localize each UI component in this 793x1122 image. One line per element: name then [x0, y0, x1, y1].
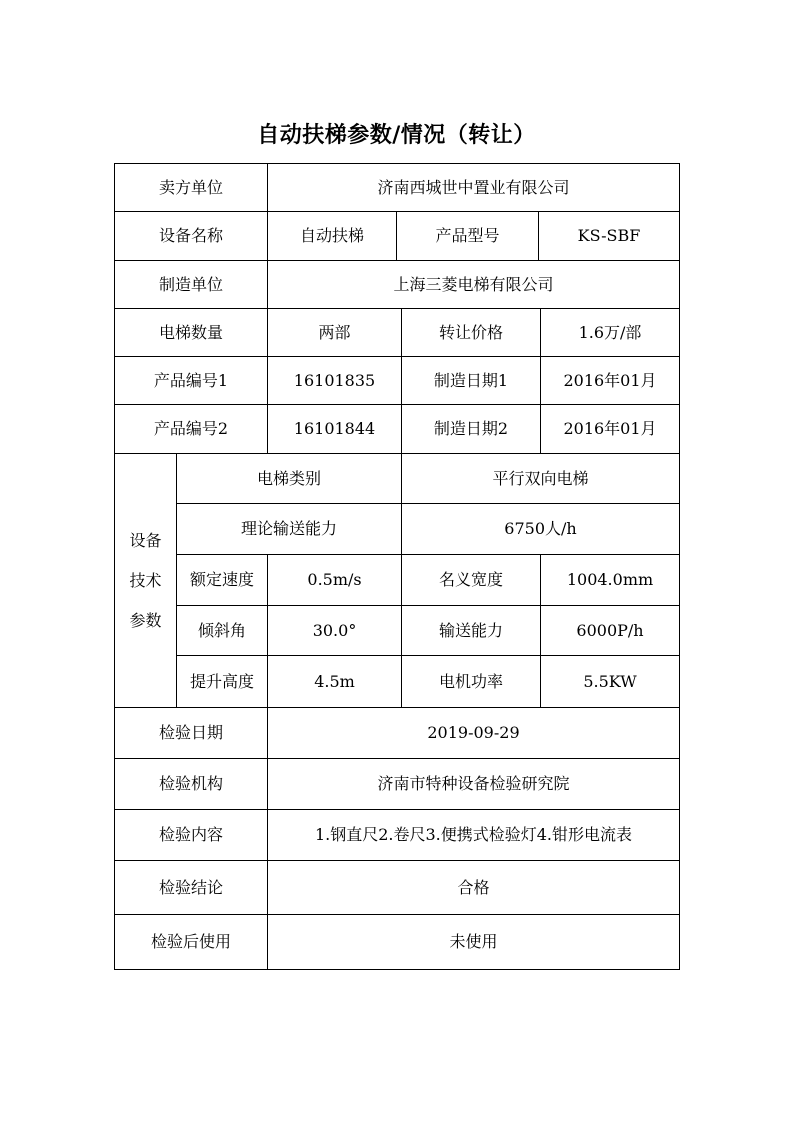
manufacturer-value: 上海三菱电梯有限公司	[267, 260, 680, 309]
product-no-1-label: 产品编号1	[114, 356, 268, 405]
manufacture-date-2-label: 制造日期2	[401, 404, 541, 454]
inspection-content-value: 1.钢直尺2.卷尺3.便携式检验灯4.钳形电流表	[267, 809, 680, 861]
lift-height-label: 提升高度	[176, 655, 268, 708]
inspection-date-label: 检验日期	[114, 707, 268, 759]
tech-params-label-line: 技术	[129, 570, 162, 590]
inspection-org-label: 检验机构	[114, 758, 268, 810]
seller-label: 卖方单位	[114, 163, 268, 212]
document-title: 自动扶梯参数/情况（转让）	[257, 123, 536, 148]
seller-value: 济南西城世中置业有限公司	[267, 163, 680, 212]
elevator-type-value: 平行双向电梯	[401, 453, 680, 504]
product-model-value: KS-SBF	[538, 211, 680, 261]
post-inspection-use-label: 检验后使用	[114, 914, 268, 970]
tech-params-label	[114, 453, 177, 708]
conveying-capacity-label: 输送能力	[401, 605, 541, 656]
inclination-label: 倾斜角	[176, 605, 268, 656]
tech-params-label-line: 参数	[129, 610, 162, 630]
product-model-label: 产品型号	[396, 211, 539, 261]
transfer-price-value: 1.6万/部	[540, 308, 680, 357]
manufacture-date-1-value: 2016年01月	[540, 356, 680, 405]
tech-params-label-line: 设备	[129, 530, 162, 550]
inspection-content-label: 检验内容	[114, 809, 268, 861]
manufacture-date-2-value: 2016年01月	[540, 404, 680, 454]
equipment-name-value: 自动扶梯	[267, 211, 397, 261]
elevator-count-value: 两部	[267, 308, 402, 357]
rated-speed-label: 额定速度	[176, 554, 268, 606]
lift-height-value: 4.5m	[267, 655, 402, 708]
inspection-result-value: 合格	[267, 860, 680, 915]
equipment-table	[114, 163, 680, 970]
inspection-org-value: 济南市特种设备检验研究院	[267, 758, 680, 810]
manufacturer-label: 制造单位	[114, 260, 268, 309]
manufacture-date-1-label: 制造日期1	[401, 356, 541, 405]
post-inspection-use-value: 未使用	[267, 914, 680, 970]
rated-speed-value: 0.5m/s	[267, 554, 402, 606]
nominal-width-value: 1004.0mm	[540, 554, 680, 606]
elevator-count-label: 电梯数量	[114, 308, 268, 357]
theoretical-capacity-label: 理论输送能力	[176, 503, 402, 555]
conveying-capacity-value: 6000P/h	[540, 605, 680, 656]
inspection-result-label: 检验结论	[114, 860, 268, 915]
product-no-1-value: 16101835	[267, 356, 402, 405]
nominal-width-label: 名义宽度	[401, 554, 541, 606]
product-no-2-label: 产品编号2	[114, 404, 268, 454]
theoretical-capacity-value: 6750人/h	[401, 503, 680, 555]
motor-power-value: 5.5KW	[540, 655, 680, 708]
motor-power-label: 电机功率	[401, 655, 541, 708]
product-no-2-value: 16101844	[267, 404, 402, 454]
equipment-name-label: 设备名称	[114, 211, 268, 261]
inclination-value: 30.0°	[267, 605, 402, 656]
elevator-type-label: 电梯类别	[176, 453, 402, 504]
inspection-date-value: 2019-09-29	[267, 707, 680, 759]
transfer-price-label: 转让价格	[401, 308, 541, 357]
